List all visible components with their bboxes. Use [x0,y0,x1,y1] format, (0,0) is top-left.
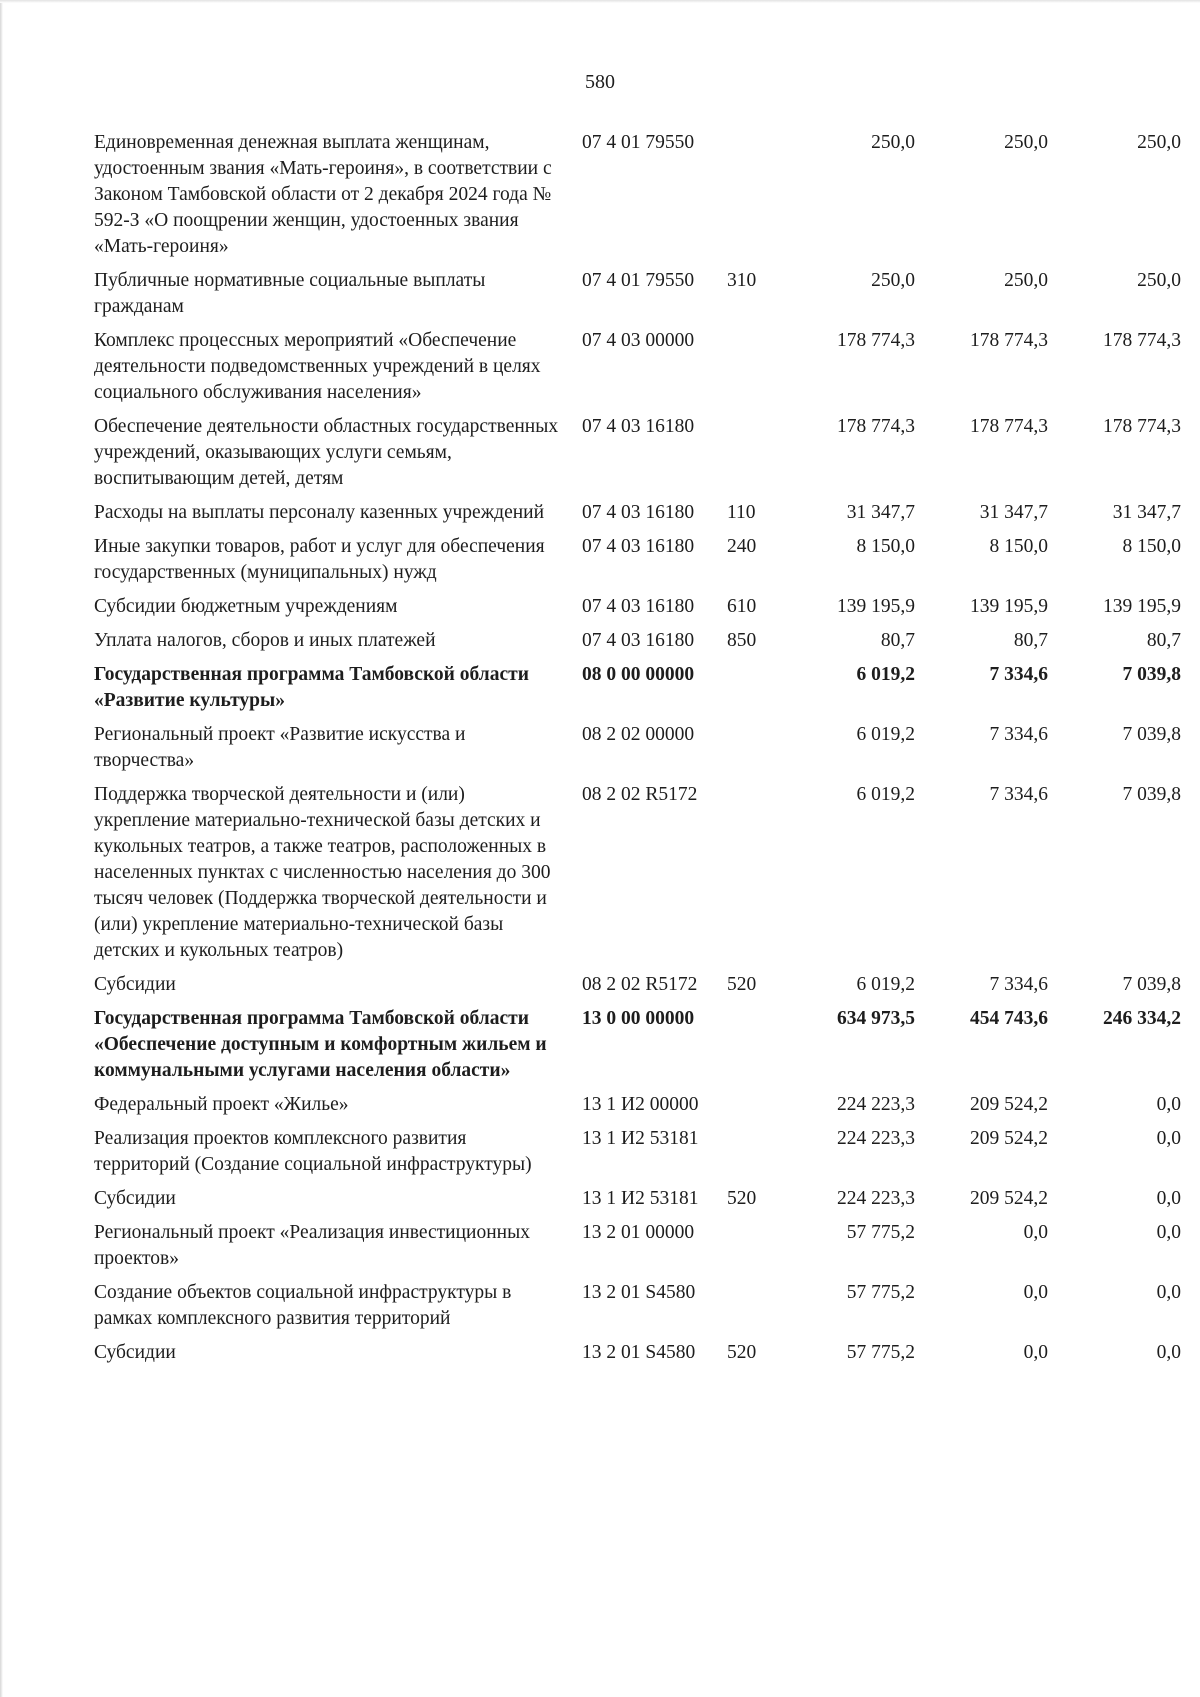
row-amount-year2-cell: 209 524,2 [970,1094,1048,1115]
row-amount-year2-cell: 139 195,9 [970,596,1048,617]
row-amount-year1-cell: 250,0 [871,270,915,291]
row-code-cell: 13 1 И2 53181 [582,1188,699,1209]
row-code-cell: 07 4 03 00000 [582,330,695,351]
row-amount-year2-cell: 7 334,6 [989,974,1048,995]
row-expense-type-cell [727,722,782,782]
budget-table [94,130,1181,1374]
row-amount-year3-cell: 0,0 [1156,1342,1181,1363]
row-expense-type-cell [727,1006,782,1092]
row-code-cell: 13 1 И2 53181 [582,1128,699,1149]
table-row [94,972,1181,1006]
table-row [94,1340,1181,1374]
row-amount-year1-cell: 57 775,2 [846,1222,915,1243]
row-amount-year3-cell: 0,0 [1156,1222,1181,1243]
row-expense-type-cell: 520 [727,1342,757,1363]
row-amount-year1-cell: 31 347,7 [846,502,915,523]
row-amount-year3-cell: 0,0 [1156,1282,1181,1303]
row-code-cell: 07 4 03 16180 [582,502,695,523]
row-amount-year3-cell: 7 039,8 [1122,784,1181,805]
row-code-cell: 07 4 03 16180 [582,596,695,617]
row-expense-type-cell [727,1092,782,1126]
row-expense-type-cell [727,662,782,722]
table-row [94,414,1181,500]
row-name-cell: Единовременная денежная выплата женщинам, удостоенным звания «Мать-героиня», в соответствии с Законом Тамбовской области от 2 декабря 2024 года № 592-З «О поощрении женщин, удостоенных звания «Мать-героиня» [94,132,552,257]
row-code-cell: 08 2 02 R5172 [582,784,698,805]
row-amount-year2-cell: 31 347,7 [979,502,1048,523]
table-row [94,1092,1181,1126]
row-amount-year1-cell: 80,7 [880,630,915,651]
table-row [94,1006,1181,1092]
row-name-cell: Уплата налогов, сборов и иных платежей [94,630,436,651]
row-code-cell: 07 4 03 16180 [582,536,695,557]
table-row [94,594,1181,628]
row-code-cell: 13 0 00 00000 [582,1008,695,1029]
row-name-cell: Государственная программа Тамбовской области «Развитие культуры» [94,664,529,711]
row-amount-year2-cell: 454 743,6 [970,1008,1048,1029]
row-amount-year2-cell: 250,0 [1004,132,1048,153]
table-row [94,1220,1181,1280]
row-amount-year3-cell: 139 195,9 [1103,596,1181,617]
row-expense-type-cell: 240 [727,536,757,557]
row-name-cell: Поддержка творческой деятельности и (или) укрепление материально-технической базы детских и кукольных театров, а также театров, расположенных в населенных пунктах с численностью населения до 300 тысяч человек (Поддержка творческой деятельности и (или) укрепление материально-технической базы детских и кукольных театров) [94,784,551,961]
row-amount-year2-cell: 178 774,3 [970,330,1048,351]
row-expense-type-cell [727,782,782,972]
row-name-cell: Субсидии бюджетным учреждениям [94,596,398,617]
row-code-cell: 13 2 01 S4580 [582,1282,696,1303]
row-amount-year2-cell: 8 150,0 [989,536,1048,557]
table-row [94,722,1181,782]
row-amount-year2-cell: 178 774,3 [970,416,1048,437]
row-amount-year3-cell: 0,0 [1156,1128,1181,1149]
row-expense-type-cell [727,1220,782,1280]
row-amount-year2-cell: 209 524,2 [970,1128,1048,1149]
row-amount-year1-cell: 6 019,2 [856,784,915,805]
row-amount-year3-cell: 80,7 [1146,630,1181,651]
row-name-cell: Обеспечение деятельности областных государственных учреждений, оказывающих услуги семьям, воспитывающим детей, детям [94,416,559,489]
row-amount-year3-cell: 31 347,7 [1112,502,1181,523]
row-amount-year1-cell: 8 150,0 [856,536,915,557]
row-amount-year3-cell: 8 150,0 [1122,536,1181,557]
row-expense-type-cell [727,328,782,414]
row-amount-year3-cell: 7 039,8 [1122,974,1181,995]
row-name-cell: Расходы на выплаты персоналу казенных учреждений [94,502,545,523]
row-expense-type-cell [727,1280,782,1340]
table-row [94,1126,1181,1186]
row-amount-year3-cell: 250,0 [1137,270,1181,291]
row-name-cell: Создание объектов социальной инфраструктуры в рамках комплексного развития территорий [94,1282,512,1329]
row-expense-type-cell [727,130,782,268]
table-row [94,1280,1181,1340]
row-name-cell: Региональный проект «Реализация инвестиционных проектов» [94,1222,530,1269]
row-amount-year1-cell: 224 223,3 [837,1094,915,1115]
row-name-cell: Реализация проектов комплексного развития территорий (Создание социальной инфраструктуры) [94,1128,532,1175]
table-row [94,328,1181,414]
table-row [94,130,1181,268]
row-expense-type-cell: 610 [727,596,757,617]
row-code-cell: 13 1 И2 00000 [582,1094,699,1115]
row-expense-type-cell [727,414,782,500]
row-amount-year3-cell: 178 774,3 [1103,416,1181,437]
row-expense-type-cell [727,1126,782,1186]
row-amount-year2-cell: 0,0 [1023,1282,1048,1303]
row-name-cell: Публичные нормативные социальные выплаты гражданам [94,270,486,317]
row-amount-year2-cell: 0,0 [1023,1222,1048,1243]
table-body [94,130,1181,1374]
scan-edge-top [0,0,1200,3]
scan-edge-left [0,0,3,1697]
row-code-cell: 07 4 03 16180 [582,416,695,437]
row-amount-year1-cell: 6 019,2 [856,664,915,685]
row-amount-year1-cell: 6 019,2 [856,724,915,745]
row-amount-year2-cell: 7 334,6 [989,724,1048,745]
row-amount-year1-cell: 178 774,3 [837,330,915,351]
row-name-cell: Федеральный проект «Жилье» [94,1094,349,1115]
row-name-cell: Субсидии [94,974,176,995]
page-number: 580 [585,71,615,93]
row-amount-year3-cell: 246 334,2 [1103,1008,1181,1029]
row-amount-year1-cell: 634 973,5 [837,1008,915,1029]
row-amount-year3-cell: 7 039,8 [1122,724,1181,745]
table-row [94,268,1181,328]
row-amount-year2-cell: 7 334,6 [989,664,1048,685]
row-amount-year2-cell: 7 334,6 [989,784,1048,805]
table-row [94,534,1181,594]
row-code-cell: 07 4 03 16180 [582,630,695,651]
row-expense-type-cell: 520 [727,974,757,995]
row-expense-type-cell: 520 [727,1188,757,1209]
row-name-cell: Иные закупки товаров, работ и услуг для обеспечения государственных (муниципальных) нужд [94,536,545,583]
table-row [94,1186,1181,1220]
row-amount-year3-cell: 7 039,8 [1122,664,1181,685]
row-code-cell: 07 4 01 79550 [582,132,695,153]
row-amount-year1-cell: 250,0 [871,132,915,153]
row-name-cell: Субсидии [94,1342,176,1363]
row-amount-year1-cell: 6 019,2 [856,974,915,995]
row-code-cell: 08 0 00 00000 [582,664,695,685]
row-name-cell: Региональный проект «Развитие искусства и творчества» [94,724,466,771]
row-name-cell: Комплекс процессных мероприятий «Обеспечение деятельности подведомственных учреждений в целях социального обслуживания населения» [94,330,541,403]
row-name-cell: Субсидии [94,1188,176,1209]
row-amount-year1-cell: 57 775,2 [846,1342,915,1363]
row-amount-year3-cell: 178 774,3 [1103,330,1181,351]
row-amount-year1-cell: 139 195,9 [837,596,915,617]
row-amount-year1-cell: 178 774,3 [837,416,915,437]
row-amount-year3-cell: 0,0 [1156,1094,1181,1115]
row-code-cell: 13 2 01 00000 [582,1222,695,1243]
row-expense-type-cell: 110 [727,502,756,523]
row-expense-type-cell: 310 [727,270,757,291]
table-row [94,628,1181,662]
row-amount-year1-cell: 224 223,3 [837,1128,915,1149]
row-amount-year2-cell: 80,7 [1013,630,1048,651]
row-code-cell: 13 2 01 S4580 [582,1342,696,1363]
row-amount-year2-cell: 209 524,2 [970,1188,1048,1209]
row-name-cell: Государственная программа Тамбовской области «Обеспечение доступным и комфортным жильем и коммунальными услугами населения области» [94,1008,547,1081]
table-row [94,782,1181,972]
row-amount-year2-cell: 250,0 [1004,270,1048,291]
row-code-cell: 07 4 01 79550 [582,270,695,291]
row-code-cell: 08 2 02 00000 [582,724,695,745]
row-code-cell: 08 2 02 R5172 [582,974,698,995]
row-amount-year1-cell: 224 223,3 [837,1188,915,1209]
row-amount-year3-cell: 0,0 [1156,1188,1181,1209]
row-amount-year1-cell: 57 775,2 [846,1282,915,1303]
table-row [94,500,1181,534]
row-expense-type-cell: 850 [727,630,757,651]
table-row [94,662,1181,722]
row-amount-year3-cell: 250,0 [1137,132,1181,153]
row-amount-year2-cell: 0,0 [1023,1342,1048,1363]
